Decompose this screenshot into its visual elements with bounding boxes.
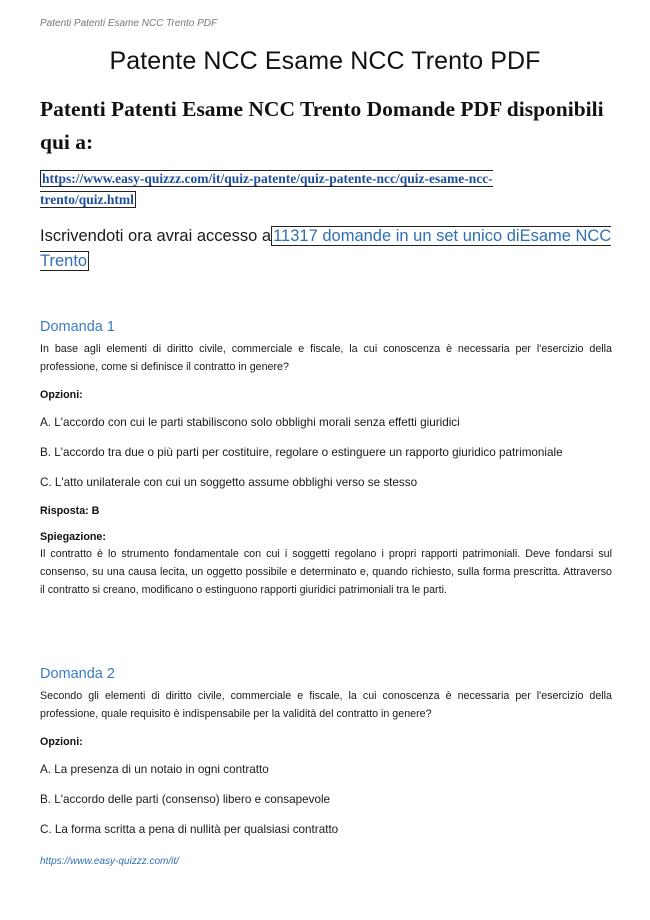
footer-link[interactable]: https://www.easy-quizzz.com/it/ [40, 856, 179, 867]
question-text: Secondo gli elementi di diritto civile, commerciale e fiscale, la cui conoscenza è necessaria per l'esercizio della professione, quale requisito è indispensabile per la validità del contratto in genere? [40, 690, 612, 720]
question-block [40, 665, 612, 839]
question-title: Domanda 1 [40, 319, 115, 335]
explanation-label: Spiegazione: [40, 531, 106, 543]
answer-label: Risposta: B [40, 505, 100, 517]
option-a: A. La presenza di un notaio in ogni contratto [40, 763, 269, 776]
option-a: A. L'accordo con cui le parti stabiliscono solo obblighi morali senza effetti giuridici [40, 416, 460, 429]
access-line [40, 224, 620, 274]
question-title: Domanda 2 [40, 666, 115, 682]
document-title: Patente NCC Esame NCC Trento PDF [109, 47, 541, 75]
option-c: C. La forma scritta a pena di nullità per qualsiasi contratto [40, 823, 339, 836]
access-link[interactable]: 11317 domande in un set unico diEsame NCC Trento [40, 227, 612, 270]
quiz-link-block [40, 168, 560, 210]
options-label: Opzioni: [40, 736, 83, 748]
explanation-text: Il contratto è lo strumento fondamentale con cui i soggetti regolano i propri rapporti patrimoniali. Deve fondarsi sul consenso, su una causa lecita, un oggetto possibile e determinato e, quando richiesto, sulla forma prescritta. Attraverso il contratto si creano, modificano o estinguono rapporti giuridici patrimoniali tra le parti. [40, 548, 612, 596]
option-b: B. L'accordo tra due o più parti per costituire, regolare o estinguere un rapporto giuridico patrimoniale [40, 446, 563, 459]
running-header: Patenti Patenti Esame NCC Trento PDF [40, 18, 218, 29]
options-label: Opzioni: [40, 389, 83, 401]
option-c: C. L'atto unilaterale con cui un soggetto assume obblighi verso se stesso [40, 476, 418, 489]
question-text: In base agli elementi di diritto civile, commerciale e fiscale, la cui conoscenza è necessaria per l'esercizio della professione, come si definisce il contratto in genere? [40, 343, 612, 373]
quiz-link[interactable]: https://www.easy-quizzz.com/it/quiz-patente/quiz-patente-ncc/quiz-esame-ncc-trento/quiz.html [40, 171, 493, 207]
access-prefix: Iscrivendoti ora avrai accesso a [40, 227, 272, 245]
question-block [40, 318, 612, 599]
intro-heading: Patenti Patenti Esame NCC Trento Domande PDF disponibili qui a: [40, 97, 604, 154]
option-b: B. L'accordo delle parti (consenso) libero e consapevole [40, 793, 331, 806]
